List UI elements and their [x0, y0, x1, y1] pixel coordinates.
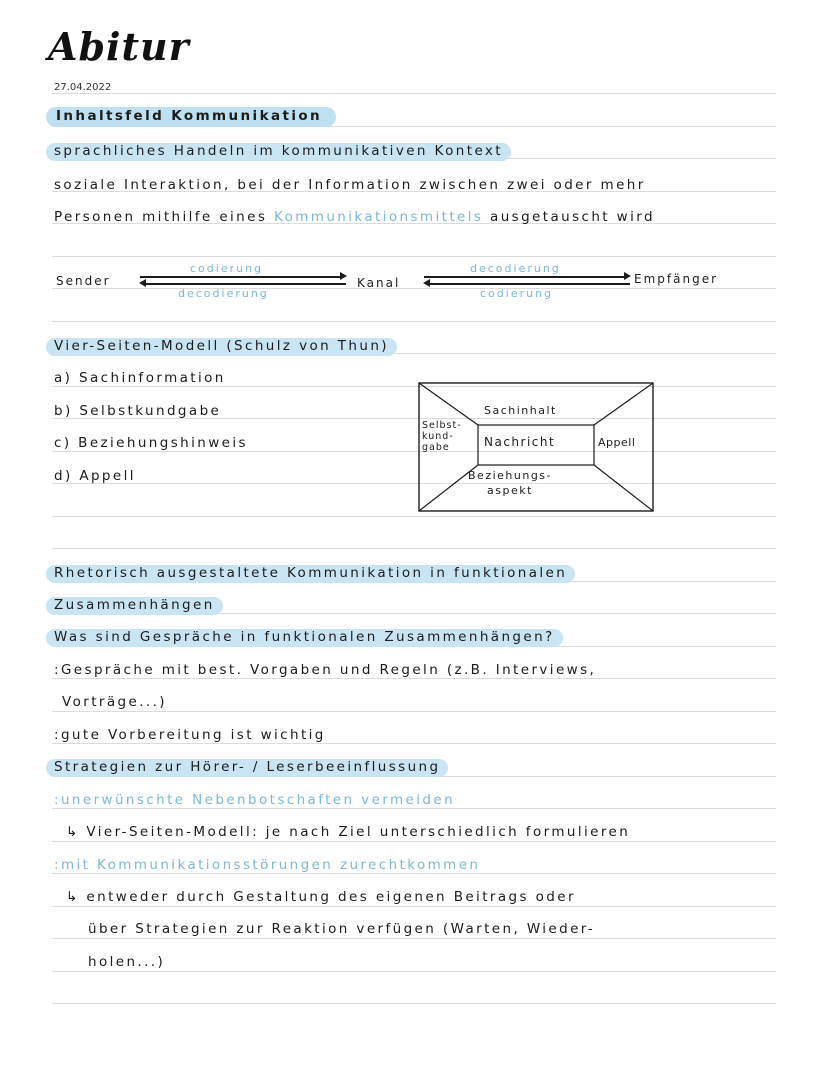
strategies-heading [46, 759, 448, 775]
four-sides-item-c: c) Beziehungshinweis [54, 435, 248, 451]
box-label-left-3: gabe [422, 442, 450, 453]
section2-heading-2-text: Zusammenhängen [46, 597, 223, 615]
encoding-label-right: codierung [480, 287, 554, 300]
box-label-center: Nachricht [484, 435, 556, 449]
avoid-line: :unerwünschte Nebenbotschaften vermeiden [54, 792, 456, 808]
strategies-heading-text: Strategien zur Hörer- / Leserbeeinflussung [46, 759, 448, 777]
four-sides-heading-text: Vier-Seiten-Modell (Schulz von Thun) [46, 338, 397, 356]
subheading [46, 143, 511, 159]
box-label-left [422, 420, 462, 453]
answer-line-2: Vorträge...) [62, 694, 167, 710]
definition-text-a: Personen mithilfe eines [54, 209, 268, 225]
section2-heading-2 [46, 597, 223, 613]
receiver-label: Empfänger [634, 272, 719, 286]
box-label-bottom-2: aspekt [487, 484, 533, 497]
cope-detail-line-2: über Strategien zur Reaktion verfügen (Warten, Wieder- [88, 921, 596, 937]
section-heading [46, 108, 336, 124]
arrow-receiver-to-channel [430, 283, 630, 285]
decoding-label-left: decodierung [178, 287, 269, 300]
encoding-label-left: codierung [190, 262, 264, 275]
question [46, 629, 563, 645]
sender-label: Sender [56, 274, 111, 288]
channel-label: Kanal [357, 276, 401, 290]
four-sides-item-d: d) Appell [54, 468, 136, 484]
arrow-channel-to-sender [146, 283, 346, 285]
page-date: 27.04.2022 [54, 82, 112, 93]
four-sides-item-b: b) Selbstkundgabe [54, 403, 222, 419]
definition-line-2 [54, 209, 655, 225]
decoding-label-right: decodierung [470, 262, 561, 275]
box-label-top: Sachinhalt [484, 404, 557, 417]
box-label-bottom-1: Beziehungs- [468, 469, 553, 482]
section2-heading-1 [46, 565, 575, 581]
subheading-sprachliches-handeln: sprachliches Handeln im kommunikativen Kontext [46, 143, 511, 161]
definition-text-c: ausgetauscht wird [490, 209, 655, 225]
box-label-bottom [468, 468, 552, 498]
box-label-left-1: Selbst- [422, 420, 462, 431]
box-label-left-2: kund- [422, 431, 454, 442]
definition-highlight: Kommunikationsmittels [273, 209, 484, 225]
arrowhead-right-1 [340, 272, 347, 280]
arrow-channel-to-receiver [424, 276, 624, 278]
question-text: Was sind Gespräche in funktionalen Zusammenhängen? [46, 629, 563, 647]
four-sides-item-a: a) Sachinformation [54, 370, 226, 386]
arrowhead-left-2 [423, 279, 430, 287]
box-label-right: Appell [598, 436, 636, 449]
definition-line-1: soziale Interaktion, bei der Information zwischen zwei oder mehr [54, 177, 646, 193]
section2-heading-1-text: Rhetorisch ausgestaltete Kommunikation in funktionalen [46, 565, 575, 583]
arrow-sender-to-channel [140, 276, 340, 278]
avoid-detail-line: ↳ Vier-Seiten-Modell: je nach Ziel unterschiedlich formulieren [66, 824, 631, 840]
answer-line-1: :Gespräche mit best. Vorgaben und Regeln (z.B. Interviews, [54, 662, 597, 678]
arrowhead-right-2 [624, 272, 631, 280]
preparation-line: :gute Vorbereitung ist wichtig [54, 727, 326, 743]
heading-inhaltsfeld: Inhaltsfeld Kommunikation [46, 107, 336, 127]
cope-line: :mit Kommunikationsstörungen zurechtkommen [54, 857, 481, 873]
cope-detail-line-1: ↳ entweder durch Gestaltung des eigenen Beitrags oder [66, 889, 576, 905]
four-sides-heading [46, 338, 397, 354]
arrowhead-left-1 [139, 279, 146, 287]
page-title: Abitur [48, 24, 190, 69]
cope-detail-line-3: holen...) [88, 954, 166, 970]
